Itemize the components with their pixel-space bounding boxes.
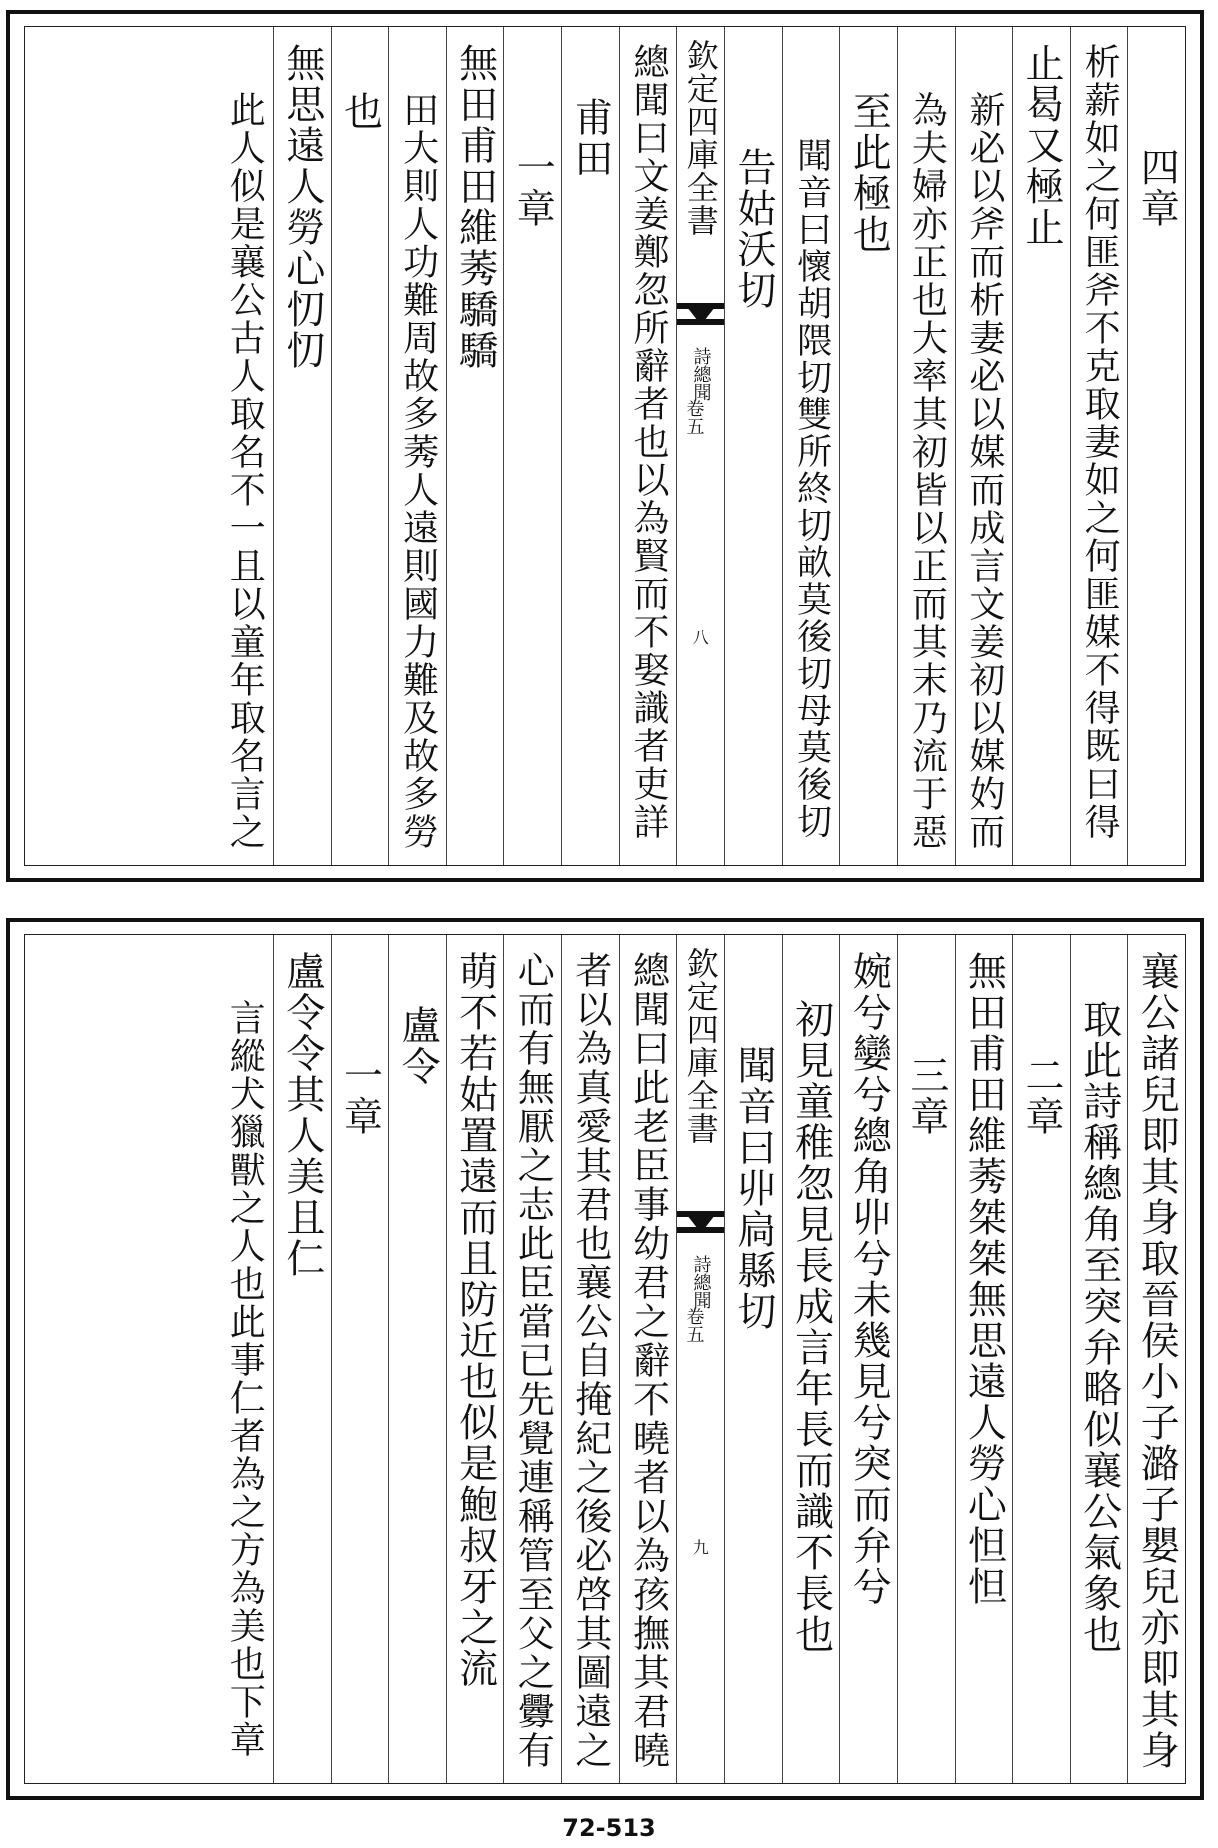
chapter-heading: 三章 [903, 1055, 949, 1137]
center-fold [676, 27, 724, 865]
text-column: 為夫婦亦正也大率其初皆以正而其末乃流于惡 [897, 27, 955, 865]
text-column: 也 [331, 27, 389, 865]
center-fold [676, 935, 724, 1783]
text-column [388, 935, 446, 1783]
text-column: 萌不若姑置遠而且防近也似是鮑叔牙之流 [446, 935, 504, 1783]
fishtail-mark [677, 1203, 724, 1243]
text-column [331, 935, 389, 1783]
text-column: 婉兮孌兮總角丱兮未幾見兮突而弁兮 [839, 935, 897, 1783]
chapter-heading: 二章 [1019, 1055, 1065, 1137]
text-column: 心而有無厭之志此臣當已先覺連稱管至父之釁有 [503, 935, 561, 1783]
text-column: 取此詩稱總角至突弁略似襄公氣象也 [1070, 935, 1128, 1783]
chapter-heading: 四章 [1134, 147, 1180, 229]
page-number: 72-513 [562, 1814, 656, 1842]
top-page [6, 10, 1204, 882]
text-column [897, 935, 955, 1783]
text-column: 言縱犬獵獸之人也此事仁者為之方為美也下章 [224, 999, 266, 1759]
text-column: 者以為真愛其君也襄公自掩紀之後必啓其圖遠之 [561, 935, 619, 1783]
text-column [503, 27, 561, 865]
top-page-text-frame [24, 26, 1186, 866]
text-column: 止曷又極止 [1012, 27, 1070, 865]
text-column: 無田甫田維莠驕驕 [446, 27, 504, 865]
text-column: 無田甫田維莠桀桀無思遠人勞心怛怛 [955, 935, 1013, 1783]
poem-title: 盧令 [395, 1005, 441, 1087]
text-column: 聞音曰懷胡隈切雙所終切畝莫後切母莫後切 [782, 27, 840, 865]
chapter-heading: 一章 [337, 1055, 383, 1137]
text-column: 田大則人功難周故多莠人遠則國力難及故多勞 [388, 27, 446, 865]
book-title: 欽定四庫全書 [681, 947, 720, 1145]
book-subtitle: 詩總聞 [690, 347, 712, 401]
bottom-page [6, 918, 1204, 1800]
text-column: 析薪如之何匪斧不克取妻如之何匪媒不得既曰得 [1070, 27, 1128, 865]
volume-label: 卷五 [683, 1307, 705, 1343]
text-column: 聞音曰丱扃縣切 [724, 935, 782, 1783]
text-column: 總聞曰此老臣事幼君之辭不曉者以為孩撫其君曉 [619, 935, 677, 1783]
text-column [561, 27, 619, 865]
text-column: 襄公諸兒即其身取晉侯小子潞子嬰兒亦即其身 [1127, 935, 1185, 1783]
folio-number: 九 [692, 1538, 709, 1557]
book-title: 欽定四庫全書 [681, 39, 720, 237]
text-column: 告姑沃切 [724, 27, 782, 865]
text-column: 盧令令其人美且仁 [273, 935, 331, 1783]
text-column [1012, 935, 1070, 1783]
fishtail-mark [677, 295, 724, 335]
poem-title: 甫田 [567, 97, 613, 179]
text-column: 至此極也 [839, 27, 897, 865]
chapter-heading: 一章 [510, 147, 556, 229]
volume-label: 卷五 [683, 399, 705, 435]
text-column: 總聞曰文姜鄭忽所辭者也以為賢而不娶識者吏詳 [619, 27, 677, 865]
text-column: 此人似是襄公古人取名不一且以童年取名言之 [224, 91, 266, 851]
text-column [1127, 27, 1185, 865]
text-column: 無思遠人勞心忉忉 [273, 27, 331, 865]
book-subtitle: 詩總聞 [690, 1255, 712, 1309]
text-column: 初見童稚忽見長成言年長而識不長也 [782, 935, 840, 1783]
bottom-page-text-frame [24, 934, 1186, 1784]
folio-number: 八 [692, 628, 709, 647]
text-column: 新必以斧而析妻必以媒而成言文姜初以媒妁而 [955, 27, 1013, 865]
